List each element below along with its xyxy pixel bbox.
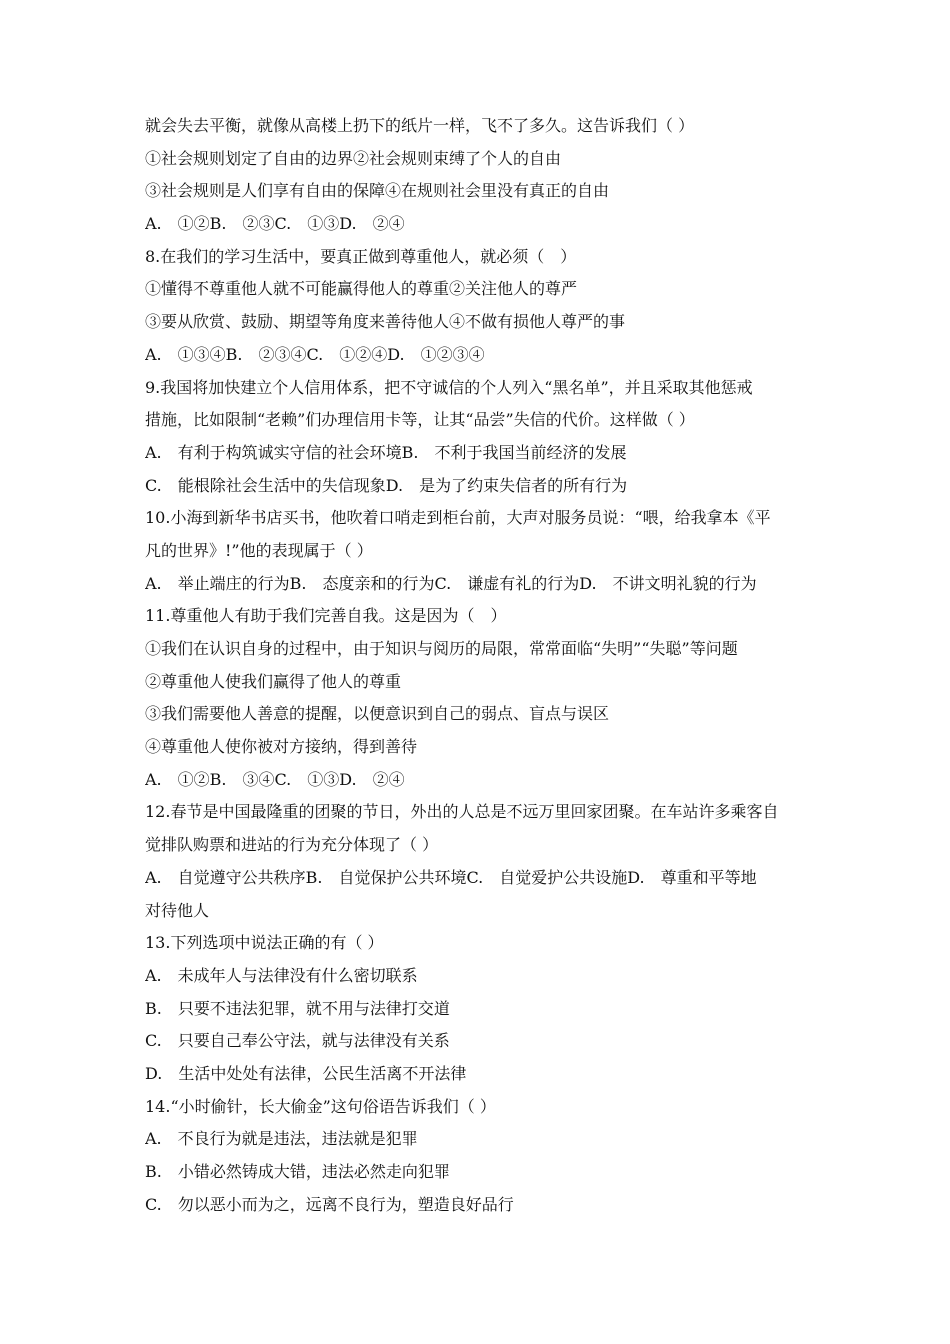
text-line: B. 小错必然铸成大错，违法必然走向犯罪 <box>145 1162 450 1181</box>
text-line: A. 举止端庄的行为B. 态度亲和的行为C. 谦虚有礼的行为D. 不讲文明礼貌的行为 <box>145 573 757 593</box>
text-line: A. 自觉遵守公共秩序B. 自觉保护公共环境C. 自觉爱护公共设施D. 尊重和平等地 <box>145 867 757 887</box>
text-line: A. 有利于构筑诚实守信的社会环境B. 不利于我国当前经济的发展 <box>145 442 627 462</box>
text-line: ①社会规则划定了自由的边界②社会规则束缚了个人的自由 <box>145 148 562 168</box>
text-line: 10.小海到新华书店买书，他吹着口哨走到柜台前，大声对服务员说：“喂，给我拿本《平 <box>145 508 771 528</box>
text-line: 11.尊重他人有助于我们完善自我。这是因为（ ） <box>145 606 507 626</box>
text-line: 措施，比如限制“老赖”们办理信用卡等，让其“品尝”失信的代价。这样做（ ） <box>145 410 695 430</box>
text-line: A. ①②B. ③④C. ①③D. ②④ <box>145 769 405 789</box>
text-line: ①懂得不尊重他人就不可能赢得他人的尊重②关注他人的尊严 <box>145 279 578 299</box>
text-line: C. 能根除社会生活中的失信现象D. 是为了约束失信者的所有行为 <box>145 475 628 495</box>
text-line: 14.“小时偷针，长大偷金”这句俗语告诉我们（ ） <box>145 1096 496 1116</box>
text-line: A. ①②B. ②③C. ①③D. ②④ <box>145 214 405 234</box>
text-line: A. 未成年人与法律没有什么密切联系 <box>145 965 418 985</box>
text-line: ④尊重他人使你被对方接纳，得到善待 <box>145 737 418 757</box>
text-line: B. 只要不违法犯罪，就不用与法律打交道 <box>145 998 450 1018</box>
text-line: 就会失去平衡，就像从高楼上扔下的纸片一样，飞不了多久。这告诉我们（ ） <box>145 116 695 135</box>
text-line: ③社会规则是人们享有自由的保障④在规则社会里没有真正的自由 <box>145 181 610 201</box>
text-line: 9.我国将加快建立个人信用体系，把不守诚信的个人列入“黑名单”，并且采取其他惩戒 <box>145 377 753 397</box>
text-line: 对待他人 <box>145 900 210 920</box>
text-line: ②尊重他人使我们赢得了他人的尊重 <box>145 671 402 691</box>
text-line: ①我们在认识自身的过程中，由于知识与阅历的局限，常常面临“失明”“失聪”等问题 <box>145 639 738 658</box>
text-line: C. 只要自己奉公守法，就与法律没有关系 <box>145 1031 450 1051</box>
text-line: 12.春节是中国最隆重的团聚的节日，外出的人总是不远万里回家团聚。在车站许多乘客自 <box>145 802 779 822</box>
text-line: 觉排队购票和进站的行为充分体现了（ ） <box>145 835 439 855</box>
text-line: 凡的世界》!”他的表现属于（ ） <box>145 540 373 560</box>
text-line: A. 不良行为就是违法，违法就是犯罪 <box>145 1129 418 1149</box>
text-line: 8.在我们的学习生活中，要真正做到尊重他人，就必须（ ） <box>145 246 577 266</box>
text-line: A. ①③④B. ②③④C. ①②④D. ①②③④ <box>145 344 485 364</box>
text-line: ③要从欣赏、鼓励、期望等角度来善待他人④不做有损他人尊严的事 <box>145 312 626 332</box>
text-line: D. 生活中处处有法律，公民生活离不开法律 <box>145 1063 467 1083</box>
text-line: C. 勿以恶小而为之，远离不良行为，塑造良好品行 <box>145 1194 514 1214</box>
text-line: ③我们需要他人善意的提醒，以便意识到自己的弱点、盲点与误区 <box>145 704 610 724</box>
document-page <box>145 110 815 1221</box>
text-line: 13.下列选项中说法正确的有（ ） <box>145 933 384 953</box>
